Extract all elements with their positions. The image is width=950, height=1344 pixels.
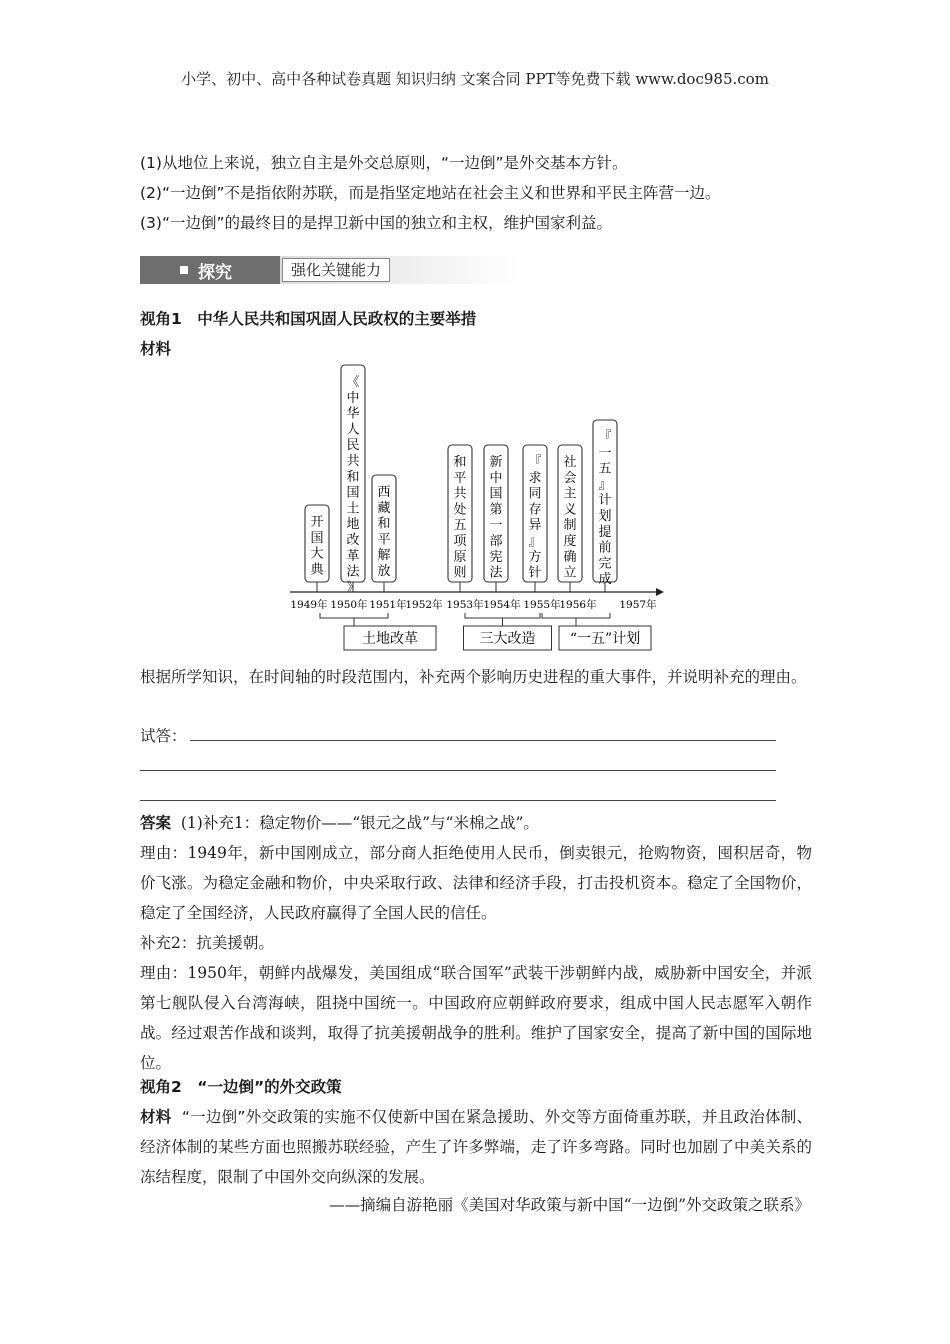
event-label: 开国大典 <box>310 515 324 578</box>
answer-line-2[interactable] <box>140 770 776 771</box>
year-tick-label: 1956年 <box>559 599 597 611</box>
banner-subtitle: 强化关键能力 <box>282 258 390 282</box>
timeline-event <box>341 365 365 595</box>
answer-line-3[interactable] <box>140 800 776 801</box>
year-tick-label: 1952年 <box>405 599 443 611</box>
timeline-event <box>372 475 396 592</box>
view2-material <box>140 1102 812 1192</box>
event-label: 西藏和平解放 <box>377 485 391 579</box>
year-tick-label: 1957年 <box>619 599 657 611</box>
period-label: 土地改革 <box>362 631 418 647</box>
timeline-arrow-icon <box>656 588 664 596</box>
point-3: (3)“一边倒”的最终目的是捍卫新中国的独立和主权，维护国家利益。 <box>140 214 613 232</box>
answer-reason2: 理由：1950年，朝鲜内战爆发，美国组成“联合国军”武装干涉朝鲜内战，威胁新中国安全，并派第七舰队侵入台湾海峡，阻挠中国统一。中国政府应朝鲜政府要求，组成中国人民志愿军入朝作战。经过艰苦作战和谈判，取得了抗美援朝战争的胜利。维护了国家安全，提高了新中国的国际地位。 <box>140 964 812 1072</box>
answer-block <box>140 808 812 1078</box>
year-tick-label: 1955年 <box>523 599 561 611</box>
period-label: “一五”计划 <box>569 631 641 647</box>
view1-material-label: 材料 <box>140 340 172 358</box>
timeline-event <box>484 445 508 592</box>
banner-title: 探究 <box>198 263 232 283</box>
answer-prompt: 试答： <box>140 727 187 745</box>
answer-reason1: 理由：1949年，新中国刚成立，部分商人拒绝使用人民币，倒卖银元，抢购物资，囤积居奇，物价飞涨。为稳定金融和物价，中央采取行政、法律和经济手段，打击投机资本。稳定了全国物价，稳定了全国经济，人民政府赢得了全国人民的信任。 <box>140 844 812 922</box>
timeline-event <box>448 445 472 592</box>
period-bracket <box>320 613 436 650</box>
section-banner <box>140 256 520 284</box>
page-header: 小学、初中、高中各种试卷真题 知识归纳 文案合同 PPT等免费下载 www.doc985.com <box>181 70 769 88</box>
points-list <box>140 148 820 238</box>
timeline-event <box>523 445 547 592</box>
event-label: 社会主义制度确立 <box>563 455 577 581</box>
year-tick-label: 1951年 <box>369 599 407 611</box>
point-2: (2)“一边倒”不是指依附苏联，而是指坚定地站在社会主义和世界和平民主阵营一边。 <box>140 184 721 202</box>
timeline-diagram <box>280 360 670 660</box>
period-bracket <box>464 613 552 650</box>
view2-source: ——摘编自游艳丽《美国对华政策与新中国“一边倒”外交政策之联系》 <box>329 1196 810 1214</box>
timeline-event <box>593 420 617 592</box>
view2-title: 视角2 “一边倒”的外交政策 <box>140 1078 342 1096</box>
event-label: 『一五』计划提前完成 <box>598 430 612 588</box>
answer-supp1-line <box>140 808 812 838</box>
answer-line-1[interactable] <box>190 740 776 741</box>
question-text: 根据所学知识，在时间轴的时段范围内，补充两个影响历史进程的重大事件，并说明补充的理由。 <box>140 668 807 686</box>
view1-title: 视角1 中华人民共和国巩固人民政权的主要举措 <box>140 310 477 328</box>
square-bullet-icon <box>180 266 188 274</box>
timeline-event <box>558 445 582 592</box>
event-label: 《中华人民共和国土地改革法》 <box>346 375 360 596</box>
view2-material-label: 材料 <box>140 1108 172 1126</box>
year-tick-label: 1950年 <box>330 599 368 611</box>
answer-supp1: (1)补充1：稳定物价——“银元之战”与“米棉之战”。 <box>180 814 539 832</box>
answer-supp2: 补充2：抗美援朝。 <box>140 934 274 952</box>
year-tick-label: 1949年 <box>290 599 328 611</box>
event-label: 和平共处五项原则 <box>453 455 467 581</box>
view2-material-text: “一边倒”外交政策的实施不仅使新中国在紧急援助、外交等方面倚重苏联，并且政治体制、经济体制的某些方面也照搬苏联经验，产生了许多弊端，走了许多弯路。同时也加剧了中美关系的冻结程度，限制了中国外交向纵深的发展。 <box>140 1108 812 1186</box>
period-bracket <box>542 613 651 650</box>
period-label: 三大改造 <box>479 631 536 647</box>
answer-label: 答案 <box>140 814 172 832</box>
year-tick-label: 1954年 <box>483 599 521 611</box>
event-label: 新中国第一部宪法 <box>489 455 503 581</box>
timeline-event <box>305 505 329 592</box>
point-1: (1)从地位上来说，独立自主是外交总原则，“一边倒”是外交基本方针。 <box>140 154 628 172</box>
year-tick-label: 1953年 <box>446 599 484 611</box>
event-label: 『求同存异』方针 <box>528 455 542 581</box>
